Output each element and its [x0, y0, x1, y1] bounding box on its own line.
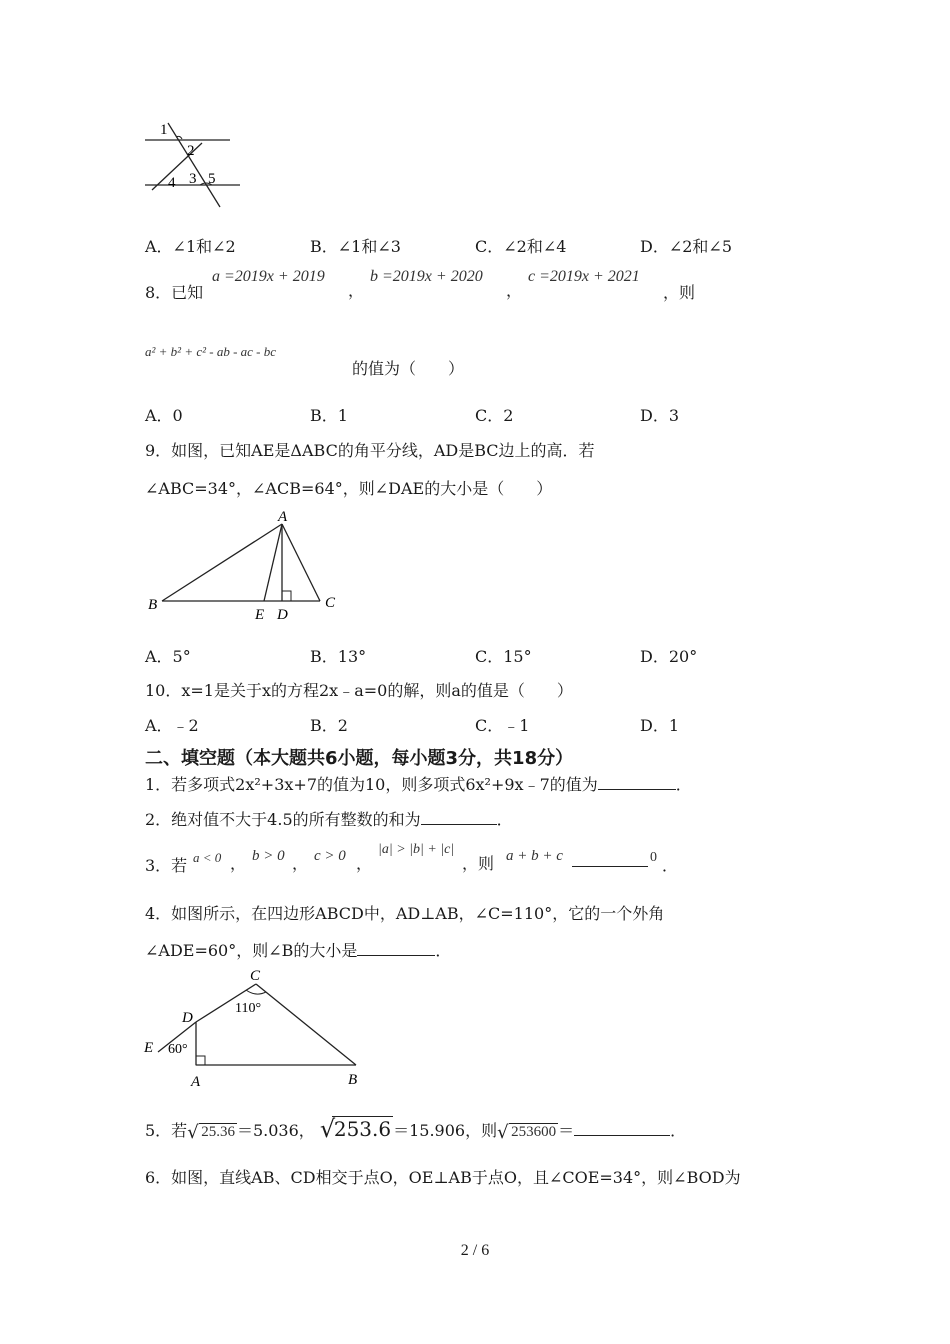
q8-option-a[interactable]: A．0 [145, 406, 183, 425]
fig3-label-e: E [144, 1040, 154, 1056]
fig1-label-5: 5 [208, 171, 216, 187]
q8-expression: a² + b² + c² - ab - ac - bc [145, 344, 277, 359]
sqrt-3-radicand: 253600 [511, 1124, 557, 1140]
fill-q3-end: ． [662, 856, 679, 875]
fill-q5-end: ． [670, 1121, 687, 1140]
fig3-label-a: A [191, 1074, 201, 1090]
fill-q3-cond-2: b > 0 [252, 848, 285, 864]
fig2-label-b: B [148, 597, 158, 613]
q9-line-2: ∠ABC=34°，∠ACB=64°，则∠DAE的大小是（ ） [145, 479, 553, 498]
fig1-label-2: 2 [187, 143, 195, 159]
fill-q5-prefix: 5．若 [145, 1121, 188, 1140]
q8-option-c[interactable]: C．2 [475, 406, 514, 425]
q9-line-1: 9．如图，已知AE是ΔABC的角平分线，AD是BC边上的高．若 [145, 441, 595, 460]
fill-q3-zero: 0 [650, 850, 657, 865]
fig3-label-d: D [182, 1010, 193, 1026]
triangle-abc-figure [140, 508, 350, 626]
fill-q2 [145, 807, 513, 830]
fill-q3-cond-5: a + b + c [506, 848, 563, 864]
q8-sep-1: ， [348, 281, 365, 300]
fig2-label-e: E [255, 607, 265, 623]
fill-q2-text: 2．绝对值不大于4.5的所有整数的和为 [145, 810, 421, 829]
q8-option-b[interactable]: B．1 [310, 406, 348, 425]
q9-option-c[interactable]: C．15° [475, 647, 532, 666]
q7-option-b[interactable]: B．∠1和∠3 [310, 237, 401, 256]
fill-q1 [145, 772, 692, 795]
fill-q5-value-1: ＝5.036， [236, 1121, 315, 1140]
q8-prefix: 8．已知 [145, 283, 204, 302]
fill-q2-blank[interactable] [421, 810, 497, 825]
q10-line-1: 10．x=1是关于x的方程2x﹣a=0的解，则a的值是（ ） [145, 681, 573, 700]
parallel-lines-figure [140, 115, 250, 210]
fill-q5-value-2: ＝15.906，则 [393, 1121, 498, 1140]
fig2-label-d: D [277, 607, 288, 623]
fill-q1-end: ． [675, 775, 692, 794]
fill-q6: 6．如图，直线AB、CD相交于点O，OE⊥AB于点O，且∠COE=34°，则∠BOD为 [145, 1168, 741, 1187]
page-number: 2 / 6 [460, 1242, 490, 1259]
fig3-angle-d: 60° [168, 1042, 188, 1057]
fill-q4-line-1: 4．如图所示，在四边形ABCD中，AD⊥AB，∠C=110°，它的一个外角 [145, 904, 665, 923]
fig1-label-1: 1 [160, 122, 168, 138]
q8-expression-suffix: 的值为（ ） [352, 359, 465, 378]
fill-q3-sep-4: ，则 [462, 854, 495, 873]
fill-q1-blank[interactable] [598, 775, 676, 790]
q8-eq-a: a =2019x + 2019 [212, 268, 325, 285]
sqrt-1: √ 25.36 [187, 1122, 235, 1143]
fill-q1-text: 1．若多项式2x²+3x+7的值为10，则多项式6x²+9x﹣7的值为 [145, 775, 598, 794]
fill-q3-prefix: 3．若 [145, 856, 188, 875]
sqrt-3: √ 253600 [497, 1122, 557, 1143]
fill-q4-blank[interactable] [357, 941, 435, 956]
fill-q3-sep-3: ， [356, 854, 373, 873]
fill-q3-sep-2: ， [292, 854, 309, 873]
q8-eq-c: c =2019x + 2021 [528, 268, 640, 285]
q8-suffix: ，则 [663, 283, 696, 302]
q10-option-d[interactable]: D．1 [640, 716, 680, 735]
sqrt-2-radicand: 253.6 [333, 1117, 392, 1141]
fill-q5 [145, 1117, 686, 1141]
quadrilateral-abcd-figure [138, 962, 370, 1092]
fill-q3-sep-1: ， [230, 854, 247, 873]
fill-q4-end: ． [435, 941, 452, 960]
q8-option-d[interactable]: D．3 [640, 406, 680, 425]
fig2-label-a: A [278, 509, 288, 525]
fig3-angle-c: 110° [235, 1001, 262, 1016]
fig3-label-c: C [250, 968, 261, 984]
q8-stem [145, 280, 203, 303]
q7-option-a[interactable]: A．∠1和∠2 [145, 237, 236, 256]
q7-option-c[interactable]: C．∠2和∠4 [475, 237, 567, 256]
sqrt-1-radicand: 25.36 [201, 1124, 235, 1140]
fill-q3-cond-3: c > 0 [314, 848, 346, 864]
q9-option-b[interactable]: B．13° [310, 647, 367, 666]
fill-q4-line-2 [145, 938, 451, 961]
fill-q5-blank[interactable] [574, 1121, 670, 1136]
fill-q5-value-3: ＝ [558, 1121, 575, 1140]
q9-option-a[interactable]: A．5° [145, 647, 191, 666]
q10-option-b[interactable]: B．2 [310, 716, 348, 735]
fill-q4-line-2-text: ∠ADE=60°，则∠B的大小是 [145, 941, 358, 960]
q9-option-d[interactable]: D．20° [640, 647, 698, 666]
q7-option-d[interactable]: D．∠2和∠5 [640, 237, 733, 256]
q10-option-a[interactable]: A．﹣2 [145, 716, 199, 735]
q10-option-c[interactable]: C．﹣1 [475, 716, 530, 735]
fill-q3-blank[interactable] [572, 852, 648, 867]
q8-sep-2: ， [506, 281, 523, 300]
fig3-label-b: B [348, 1072, 358, 1088]
q8-eq-b: b =2019x + 2020 [370, 268, 483, 285]
fill-q2-end: ． [496, 810, 513, 829]
fill-q3-cond-1: a < 0 [193, 850, 222, 865]
sqrt-2: √ 253.6 [319, 1115, 392, 1143]
fig2-label-c: C [325, 595, 336, 611]
section-heading-fill-in: 二、填空题（本大题共6小题，每小题3分，共18分） [145, 748, 574, 769]
fill-q3-cond-4: |a| > |b| + |c| [378, 842, 455, 857]
fig1-label-4: 4 [168, 175, 176, 191]
fig1-label-3: 3 [189, 171, 197, 187]
